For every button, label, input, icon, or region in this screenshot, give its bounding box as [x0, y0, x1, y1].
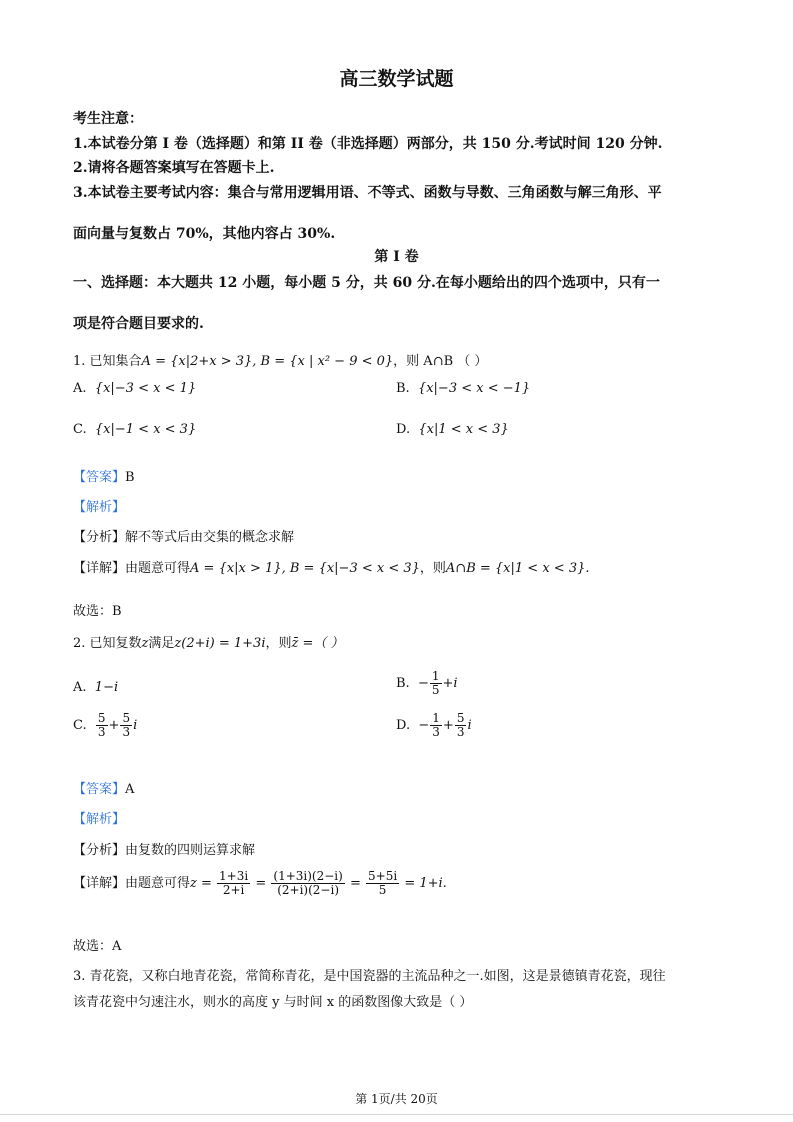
question-2-option-d[interactable]: D. − $\frac{1}{3}$ + $\frac{5}{3}$ i [396, 711, 472, 739]
question-2-option-c[interactable]: C. $\frac{5}{3}$ + $\frac{5}{3}$ i [73, 711, 138, 739]
question-1-fenxi: 【分析】解不等式后由交集的概念求解 [73, 530, 295, 545]
question-2-option-a[interactable]: A. 1−i [73, 680, 119, 695]
notice-heading: 考生注意： [73, 111, 143, 127]
question-3-stem-cont: 该青花瓷中匀速注水，则水的高度 y 与时间 x 的函数图像大致是（ ） [73, 995, 473, 1010]
notice-item: 1.本试卷分第 I 卷（选择题）和第 II 卷（非选择题）两部分，共 150 分.考试时间 120 分钟. [73, 136, 663, 152]
question-1-option-d[interactable]: D. {x|1 < x < 3} [396, 422, 509, 437]
footer-divider [0, 1114, 793, 1115]
question-1-option-b[interactable]: B. {x|−3 < x < −1} [396, 381, 531, 396]
notice-item: 面向量与复数占 70%，其他内容占 30%. [73, 226, 336, 242]
question-1-answer: 【答案】B [73, 470, 135, 485]
question-2-stem: 2. 已知复数z满足z(2+i) = 1+3i，则z̄ =（ ） [73, 636, 344, 651]
part-one-instructions: 一、选择题：本大题共 12 小题，每小题 5 分，共 60 分.在每小题给出的四个选项中，只有一 [73, 275, 660, 291]
question-1-analysis-label: 【解析】 [73, 500, 126, 515]
page-footer: 第 1页/共 20页 [355, 1092, 438, 1106]
question-2-analysis-label: 【解析】 [73, 812, 126, 827]
question-3-stem: 3. 青花瓷，又称白地青花瓷，常简称青花，是中国瓷器的主流品种之一.如图，这是景德镇青花瓷，现往 [73, 969, 666, 984]
notice-item: 3.本试卷主要考试内容：集合与常用逻辑用语、不等式、函数与导数、三角函数与解三角形、平 [73, 185, 662, 201]
question-2-answer: 【答案】A [73, 782, 135, 797]
question-2-option-b[interactable]: B. − $\frac{1}{5}$ +i [396, 669, 458, 697]
part-one-instructions-cont: 项是符合题目要求的. [73, 316, 204, 332]
notice-item: 2.请将各题答案填写在答题卡上. [73, 160, 275, 176]
question-2-detail: 【详解】由题意可得z = $\frac{1+3i}{2+i}$ = $\frac{(1+3i)(2-i)}{(2+i)(2-i)}$ = $\frac{5+5i}{5}$ = 1+i. [73, 869, 447, 897]
question-1-option-a[interactable]: A. {x|−3 < x < 1} [73, 381, 197, 396]
question-1-option-c[interactable]: C. {x|−1 < x < 3} [73, 422, 197, 437]
question-1-detail: 【详解】由题意可得A = {x|x > 1}, B = {x|−3 < x < 3}，则A∩B = {x|1 < x < 3}. [73, 561, 590, 576]
question-1-choice: 故选：B [73, 604, 122, 619]
question-2-fenxi: 【分析】由复数的四则运算求解 [73, 843, 256, 858]
page-title: 高三数学试题 [339, 68, 454, 90]
question-2-choice: 故选：A [73, 939, 122, 954]
section-title: 第 I 卷 [374, 249, 419, 265]
question-1-stem: 1. 已知集合A = {x|2+x > 3}, B = {x | x² − 9 < 0}，则 A∩B （ ） [73, 354, 488, 369]
